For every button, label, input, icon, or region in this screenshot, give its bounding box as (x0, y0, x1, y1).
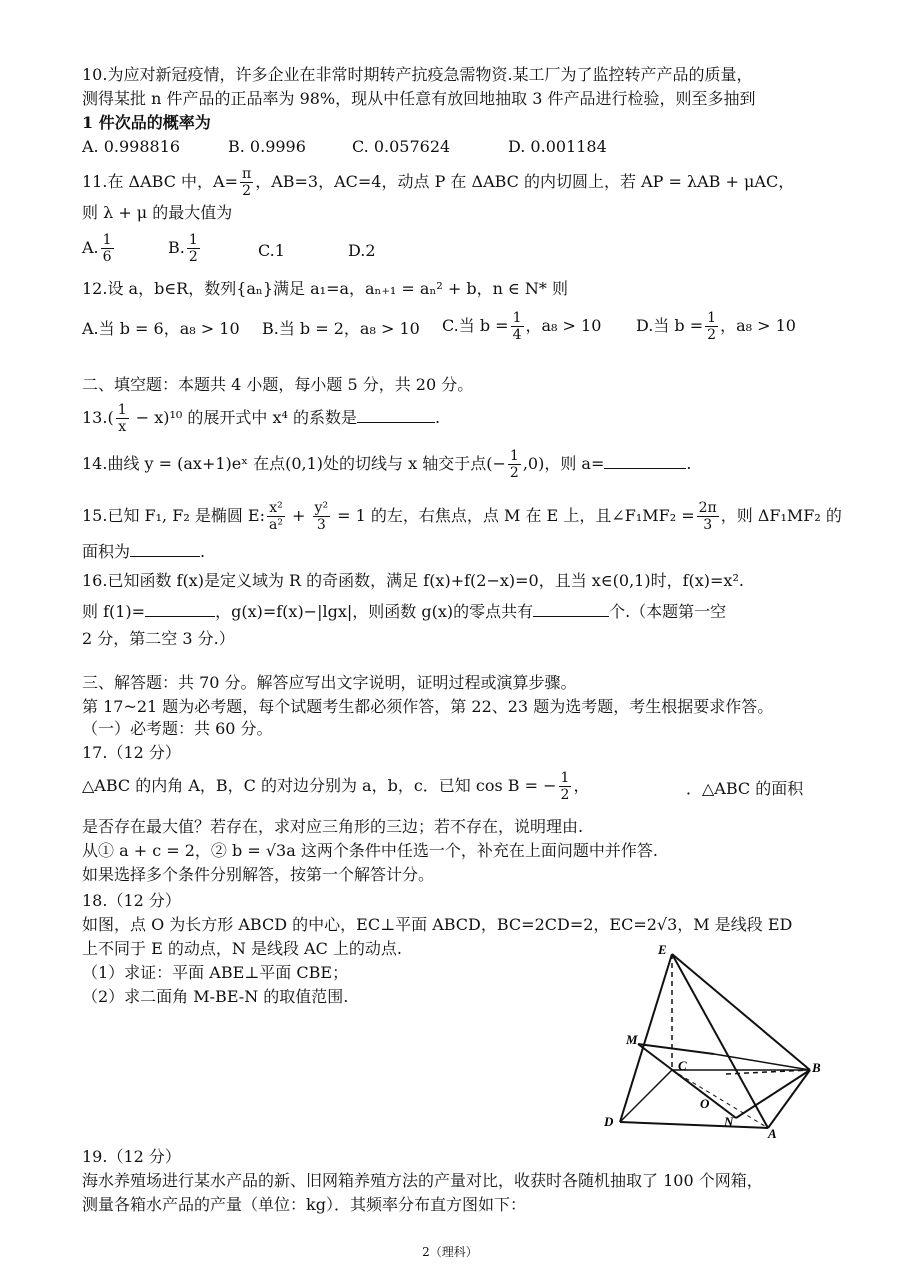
section3-heading: 三、解答题：共 70 分。解答应写出文字说明，证明过程或演算步骤。 (82, 673, 577, 692)
q11-opt-a-den: 6 (102, 249, 112, 265)
q11-option-b (168, 232, 202, 265)
q11-opt-a-prefix: A. (82, 238, 99, 257)
label-a: A (768, 1126, 777, 1140)
q17-l1-post: ， (573, 776, 590, 795)
q18-part1: （1）求证：平面 ABE⊥平面 CBE； (82, 963, 349, 982)
edge-ab (768, 1070, 810, 1128)
q13-answer-blank[interactable] (357, 406, 435, 423)
q12-option-d (636, 310, 796, 343)
q10-line2: 测得某批 n 件产品的正品率为 98%，现从中任意有放回地抽取 3 件产品进行检验，则至多抽到 (82, 89, 756, 108)
q11-line1 (82, 166, 794, 199)
q16-part-a: 则 f(1)= (82, 602, 146, 621)
q13-pre: 13.( (82, 408, 114, 427)
q15-line2-text: 面积为 (82, 542, 131, 561)
q16-line2 (82, 600, 726, 623)
q13-end: . (434, 408, 441, 427)
q15-den-1: a² (268, 517, 283, 533)
q10-line1: 10.为应对新冠疫情，许多企业在非常时期转产抗疫急需物资.某工厂为了监控转产产品的质量， (82, 65, 753, 84)
section3-line2: 第 17~21 题为必考题，每个试题考生都必须作答，第 22、23 题为选考题，考生根据要求作答。 (82, 697, 774, 716)
q17-line1 (82, 770, 589, 803)
q11-opt-b-prefix: B. (168, 238, 185, 257)
q17-line2: 是否存在最大值？若存在，求对应三角形的三边；若不存在，说明理由. (82, 817, 584, 836)
q18-line1: 如图，点 O 为长方形 ABCD 的中心，EC⊥平面 ABCD，BC=2CD=2，EC=2√3，M 是线段 ED (82, 915, 793, 934)
q10-option-c: C. 0.057624 (352, 137, 451, 156)
q16-part-c: 个.（本题第一空 (609, 602, 727, 621)
q10-option-d: D. 0.001184 (508, 137, 607, 156)
q12-opt-c-pre: C.当 b = (442, 316, 509, 335)
q13-fraction (116, 402, 129, 435)
q15-frac-y (313, 500, 331, 533)
q11-frac-num: π (242, 166, 252, 182)
q11-option-a (82, 232, 116, 265)
q15-end: . (200, 542, 206, 561)
q16-part-b: ，g(x)=f(x)−|lgx|，则函数 g(x)的零点共有 (215, 602, 534, 621)
q13-den: x (118, 419, 127, 435)
q13-line (82, 402, 440, 435)
q12-option-b: B.当 b = 2，a₈ > 10 (262, 319, 420, 338)
label-d: D (604, 1114, 614, 1129)
q18-part2: （2）求二面角 M-BE-N 的取值范围. (82, 987, 349, 1006)
q15-num-3: 2π (698, 500, 717, 516)
q11-post: ，AB=3，AC=4，动点 P 在 ΔABC 的内切圆上，若 AP = λAB + μAC， (255, 172, 795, 191)
q10-option-a: A. 0.998816 (82, 137, 181, 156)
q14-answer-blank[interactable] (604, 452, 686, 469)
page-footer: 2（理科） (422, 1245, 478, 1259)
q12-opt-d-pre: D.当 b = (636, 316, 704, 335)
q14-line (82, 448, 691, 481)
edge-ea (672, 954, 768, 1128)
q12-opt-c-num: 1 (512, 310, 522, 326)
q17-num: 1 (560, 770, 570, 786)
q14-mid: ,0)，则 a= (522, 454, 605, 473)
q15-num-2: y² (314, 500, 329, 516)
edge-nb (736, 1070, 810, 1118)
q12-opt-c-post: ，a₈ > 10 (525, 316, 602, 335)
q11-pre: 11.在 ΔABC 中，A= (82, 172, 238, 191)
q10-option-b: B. 0.9996 (228, 137, 306, 156)
edge-to-b (714, 1054, 810, 1070)
q15-frac-angle (697, 500, 719, 533)
q15-plus: + (286, 506, 311, 525)
label-m: M (626, 1032, 638, 1047)
q12-opt-d-num: 1 (707, 310, 717, 326)
q16-answer-blank-2[interactable] (533, 600, 609, 617)
label-c: C (678, 1058, 687, 1073)
q15-den-2: 3 (316, 517, 326, 533)
q16-line3: 2 分，第二空 3 分.） (82, 629, 235, 648)
q11-line2: 则 λ + μ 的最大值为 (82, 203, 233, 222)
q12-line1: 12.设 a，b∈R，数列{aₙ}满足 a₁=a，aₙ₊₁ = aₙ² + b，n ∈ N* 则 (82, 279, 569, 298)
q17-line3: 从① a + c = 2，② b = √3a 这两个条件中任选一个，补充在上面问题中并作答. (82, 841, 658, 860)
q11-opt-b-fraction (187, 232, 200, 265)
q15-frac-x (267, 500, 285, 533)
q12-opt-c-fraction (511, 310, 524, 343)
q17-line4: 如果选择多个条件分别解答，按第一个解答计分。 (82, 865, 435, 884)
section3-line3: （一）必考题：共 60 分。 (82, 719, 273, 738)
q18-line2: 上不同于 E 的动点，N 是线段 AC 上的动点. (82, 939, 402, 958)
q19-line2: 测量各箱水产品的产量（单位：kg）．其频率分布直方图如下： (82, 1195, 526, 1214)
q12-option-c (442, 310, 601, 343)
q16-answer-blank-1[interactable] (145, 600, 215, 617)
q18-header: 18.（12 分） (82, 891, 181, 910)
q12-opt-d-den: 2 (707, 327, 717, 343)
q11-opt-a-fraction (101, 232, 114, 265)
q15-den-3: 3 (703, 517, 713, 533)
q17-fraction (559, 770, 572, 803)
q16-line1: 16.已知函数 f(x)是定义域为 R 的奇函数，满足 f(x)+f(2−x)=0，且当 x∈(0,1)时，f(x)=x². (82, 571, 744, 590)
q11-opt-b-den: 2 (188, 249, 198, 265)
q15-part-c: ，则 ΔF₁MF₂ 的 (720, 506, 842, 525)
edge-ca-hidden (672, 1070, 768, 1128)
label-o: O (700, 1096, 710, 1111)
label-e: E (658, 942, 667, 957)
q11-opt-b-num: 1 (188, 232, 198, 248)
q15-part-b: = 1 的左，右焦点，点 M 在 E 上，且∠F₁MF₂ = (332, 506, 695, 525)
q17-header: 17.（12 分） (82, 743, 181, 762)
q11-angle-fraction (240, 166, 253, 199)
q14-den: 2 (509, 465, 519, 481)
q19-header: 19.（12 分） (82, 1147, 181, 1166)
q11-frac-den: 2 (242, 183, 252, 199)
q12-opt-c-den: 4 (512, 327, 522, 343)
edge-eb (672, 954, 810, 1070)
q15-num-1: x² (267, 500, 285, 517)
q17-l1-pre: △ABC 的内角 A，B，C 的对边分别为 a，b，c．已知 cos B = − (82, 776, 557, 795)
q13-num: 1 (117, 402, 127, 418)
q15-answer-blank[interactable] (130, 540, 200, 557)
q13-post: − x)¹⁰ 的展开式中 x⁴ 的系数是 (130, 408, 357, 427)
q10-line3: 1 件次品的概率为 (82, 113, 211, 132)
label-n: N (724, 1114, 734, 1129)
q19-line1: 海水养殖场进行某水产品的新、旧网箱养殖方法的产量对比，收获时各随机抽取了 100 个网箱， (82, 1171, 763, 1190)
q14-pre: 14.曲线 y = (ax+1)eˣ 在点(0,1)处的切线与 x 轴交于点(− (82, 454, 506, 473)
q12-option-a: A.当 b = 6，a₈ > 10 (82, 319, 240, 338)
q15-line1 (82, 500, 842, 533)
q11-option-c: C.1 (258, 241, 285, 260)
section2-heading: 二、填空题：本题共 4 小题，每小题 5 分，共 20 分。 (82, 375, 474, 394)
q11-opt-a-num: 1 (102, 232, 112, 248)
q17-den: 2 (560, 787, 570, 803)
label-b: B (812, 1060, 821, 1075)
edge-da (620, 1122, 768, 1128)
q15-part-a: 15.已知 F₁, F₂ 是椭圆 E: (82, 506, 265, 525)
q17-l1-end: ．△ABC 的面积 (686, 779, 804, 798)
q15-line2 (82, 540, 205, 563)
q14-fraction (508, 448, 521, 481)
q14-num: 1 (509, 448, 519, 464)
q11-option-d: D.2 (348, 241, 376, 260)
q18-geometry-figure (600, 940, 830, 1140)
q12-opt-d-fraction (705, 310, 718, 343)
q12-opt-d-post: ，a₈ > 10 (720, 316, 796, 335)
q14-end: . (686, 454, 692, 473)
